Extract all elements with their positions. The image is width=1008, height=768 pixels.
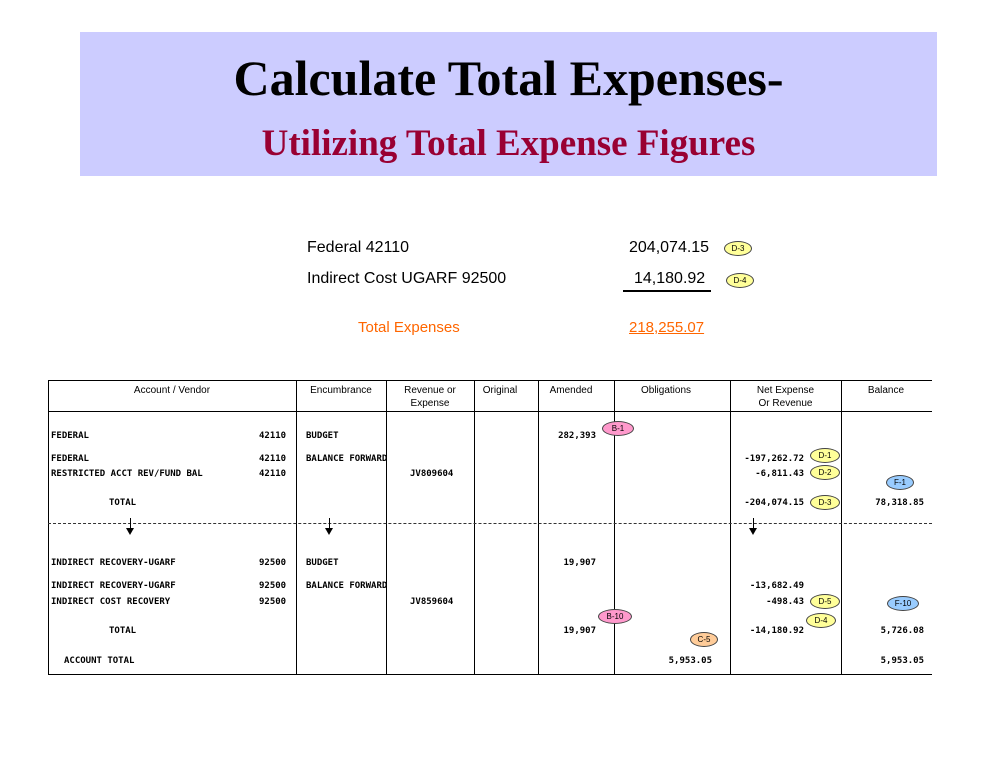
table-top-border [48,380,932,381]
tag-b1: B-1 [602,421,634,436]
table-bottom-border [48,674,932,675]
row4-balance: 78,318.85 [875,498,924,508]
header-net-2: Or Revenue [758,398,813,409]
tag-d2: D-2 [810,465,840,480]
row2-account: FEDERAL [51,454,89,464]
tag-indirect-d4: D-4 [726,273,754,288]
sum-underline [623,290,711,292]
arrow-down-icon [753,518,754,528]
tag-d3: D-3 [810,495,840,510]
tag-b10: B-10 [598,609,632,624]
header-revenue-1: Revenue or [404,385,456,396]
row7-code: 92500 [259,597,287,607]
row7-rev: JV859604 [410,597,454,607]
row5-enc: BUDGET [306,558,339,568]
col-divider [474,380,475,675]
header-account: Account / Vendor [133,385,211,396]
row1-code: 42110 [259,431,287,441]
title-banner [80,32,937,176]
arrow-down-icon [329,518,330,528]
row3-account: RESTRICTED ACCT REV/FUND BAL [51,469,203,479]
row2-code: 42110 [259,454,287,464]
header-encumbrance: Encumbrance [310,385,372,396]
row7-account: INDIRECT COST RECOVERY [51,597,171,607]
col-divider [386,380,387,675]
header-original: Original [482,385,518,396]
row2-net: -197,262.72 [744,454,804,464]
col-divider [296,380,297,675]
page-subtitle: Utilizing Total Expense Figures [261,123,756,164]
total-expenses-value: 218,255.07 [629,319,705,336]
row9-account: ACCOUNT TOTAL [64,656,135,666]
row3-code: 42110 [259,469,287,479]
row2-enc: BALANCE FORWARD [306,454,388,464]
tag-f1: F-1 [886,475,914,490]
col-divider [48,380,49,675]
row6-code: 92500 [259,581,287,591]
federal-value: 204,074.15 [629,239,710,256]
row4-account: TOTAL [109,498,137,508]
federal-label: Federal 42110 [307,239,409,256]
indirect-label: Indirect Cost UGARF 92500 [307,270,507,287]
arrow-down-icon [126,528,134,535]
table-header-border [48,411,932,412]
row6-account: INDIRECT RECOVERY-UGARF [51,581,176,591]
row1-amended: 282,393 [558,431,596,441]
row9-obligations: 5,953.05 [668,656,712,666]
row8-account: TOTAL [109,626,137,636]
header-balance: Balance [867,385,905,396]
row7-net: -498.43 [766,597,804,607]
row6-enc: BALANCE FORWARD [306,581,388,591]
row4-net: -204,074.15 [744,498,804,508]
total-expenses-label: Total Expenses [358,319,460,336]
row1-account: FEDERAL [51,431,89,441]
row1-enc: BUDGET [306,431,339,441]
arrow-down-icon [130,518,131,528]
row5-account: INDIRECT RECOVERY-UGARF [51,558,176,568]
header-net-1: Net Expense [756,385,815,396]
tag-d5: D-5 [810,594,840,609]
tag-d1: D-1 [810,448,840,463]
row3-net: -6,811.43 [755,469,804,479]
header-amended: Amended [549,385,593,396]
arrow-down-icon [749,528,757,535]
row8-amended: 19,907 [563,626,596,636]
tag-c5: C-5 [690,632,718,647]
section-separator [48,523,932,524]
arrow-down-icon [325,528,333,535]
tag-federal-d3: D-3 [724,241,752,256]
header-revenue-2: Expense [410,398,450,409]
row8-net: -14,180.92 [749,626,804,636]
page-title: Calculate Total Expenses- [233,50,784,106]
row6-net: -13,682.49 [749,581,804,591]
row5-amended: 19,907 [563,558,596,568]
row8-balance: 5,726.08 [880,626,924,636]
indirect-value: 14,180.92 [634,270,706,287]
header-obligations: Obligations [640,385,692,396]
tag-f10: F-10 [887,596,919,611]
row9-balance: 5,953.05 [880,656,924,666]
row3-rev: JV809604 [410,469,454,479]
row5-code: 92500 [259,558,287,568]
tag-d4: D-4 [806,613,836,628]
